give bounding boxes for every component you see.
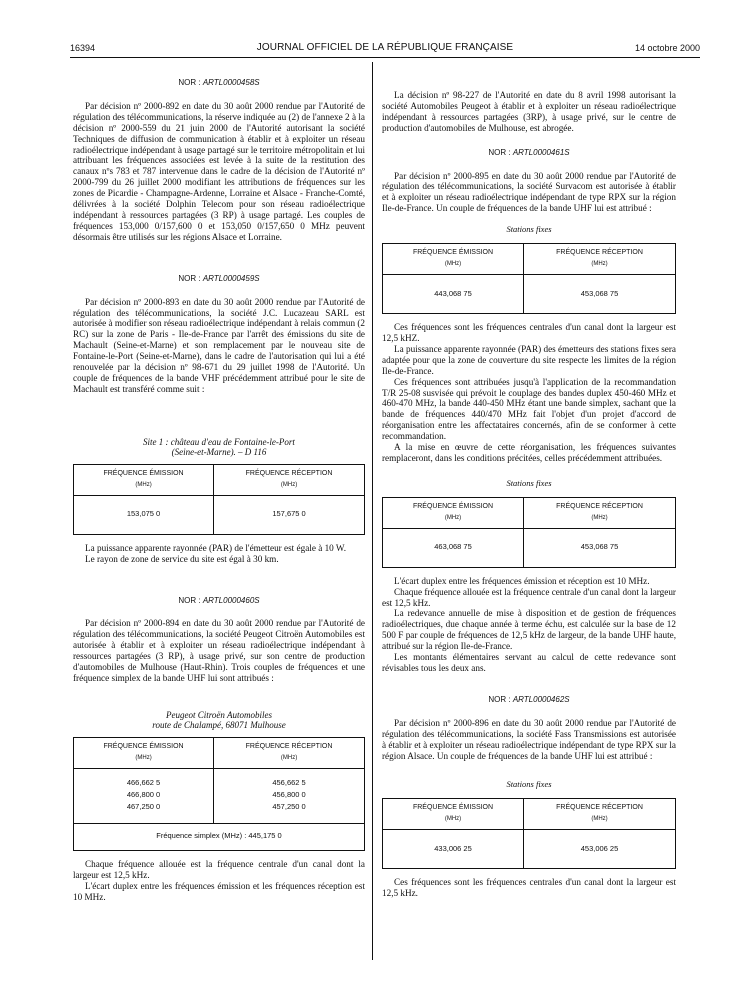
- right-column: [382, 64, 676, 899]
- frequency-table: [382, 243, 676, 314]
- nor-reference: [382, 695, 676, 706]
- reception-value: 453,006 25: [524, 830, 676, 869]
- nor-prefix: NOR :: [488, 694, 511, 704]
- nor-reference: [73, 596, 365, 607]
- column-header-emission: FRÉQUENCE ÉMISSION (MHz): [74, 464, 214, 495]
- paragraph: La puissance apparente rayonnée (PAR) de l'émetteur est égale à 10 W.: [85, 542, 347, 553]
- site-caption-line: Site 1 : château d'eau de Fontaine-le-Port: [143, 436, 295, 447]
- publication-date: 14 octobre 2000: [634, 43, 700, 53]
- paragraph: Chaque fréquence allouée est la fréquence centrale d'un canal dont la largeur est 12,5 kHz.: [73, 858, 365, 880]
- journal-title: JOURNAL OFFICIEL DE LA RÉPUBLIQUE FRANÇAISE: [256, 42, 514, 53]
- emission-values: [74, 768, 214, 823]
- decision-paragraph: Par décision nº 2000-893 en date du 30 août 2000 rendue par l'Autorité de régulation des télécommunications, la société J.C. Lucazeau SARL est autorisée à modifier son réseau radioélectrique indépendant à relais commun (2 RC) sur la zone de Paris - Ile-de-France par l'arrêt des émissions du site de Machault (Seine-et-Marne) et son remplacement par le nouveau site de Fontaine-le-Port (Seine-et-Marne), dans le cadre de l'autorisation qui lui a été renouvelée par la décision nº 98-671 du 29 juillet 1998 de l'Autorité. Un couple de fréquences de la bande VHF précédemment attribué pour le site de Machault est transféré comme suit :: [73, 296, 365, 394]
- emission-value: 466,800 0: [126, 789, 161, 799]
- emission-value: 433,006 25: [383, 830, 524, 869]
- paragraph: La décision nº 98-227 de l'Autorité en date du 8 avril 1998 autorisant la société Automobiles Peugeot à établir et à exploiter un réseau radioélectrique indépendant à ressources partagées (3RP), à usage privé, sur le centre de production d'automobiles de Mulhouse, est abrogée.: [382, 90, 676, 133]
- column-header-reception: FRÉQUENCE RÉCEPTION (MHz): [524, 799, 676, 830]
- nor-code: ARTL0000462S: [512, 694, 570, 704]
- reception-values: [214, 768, 365, 823]
- decision-paragraph: Par décision nº 2000-894 en date du 30 août 2000 rendue par l'Autorité de régulation des télécommunications, la société Peugeot Citroën Automobiles est autorisée à établir et à exploiter un réseau radioélectrique indépendant à ressources partagées (3 RP), à usage privé, sur son centre de production d'automobiles de Mulhouse (Haut-Rhin). Trois couples de fréquences et une fréquence simplex de la bande UHF lui sont attribués :: [73, 618, 365, 683]
- column-header-reception: FRÉQUENCE RÉCEPTION (MHz): [214, 737, 365, 768]
- reception-value: 157,675 0: [214, 495, 365, 534]
- site-caption-line: (Seine-et-Marne). – D 116: [171, 447, 267, 458]
- column-header-emission: FRÉQUENCE ÉMISSION (MHz): [74, 737, 214, 768]
- frequency-table: [73, 464, 365, 535]
- decision-paragraph: Par décision nº 2000-896 en date du 30 août 2000 rendue par l'Autorité de régulation des télécommunications, la société Fass Transmissions est autorisée à établir et à exploiter un réseau radioélectrique indépendant de type RPX sur la région Alsace. Un couple de fréquences de la bande UHF lui est attribué :: [382, 717, 676, 761]
- reception-value: 453,068 75: [524, 528, 676, 567]
- reception-value: 457,250 0: [272, 801, 306, 811]
- nor-code: ARTL0000461S: [512, 147, 570, 157]
- paragraph: L'écart duplex entre les fréquences émission et réception est 10 MHz.: [394, 575, 650, 586]
- paragraph: Chaque fréquence allouée est la fréquence centrale d'un canal dont la largeur est 12,5 kHz.: [382, 586, 676, 608]
- paragraph: Ces fréquences sont attribuées jusqu'à l'application de la recommandation T/R 25-08 susvisée qui prévoit le couplage des bandes duplex 450-460 MHz et 460-470 MHz, la bande 440-450 MHz étant une bande simplex, sachant que la bande de fréquences 440/470 MHz fait l'objet d'un projet d'accord de réorganisation entre les affectataires concernés, afin de se conformer à cette recommandation.: [382, 376, 676, 442]
- column-header-reception: FRÉQUENCE RÉCEPTION (MHz): [524, 244, 676, 275]
- column-header-emission: FRÉQUENCE ÉMISSION (MHz): [383, 497, 524, 528]
- column-header-reception: FRÉQUENCE RÉCEPTION (MHz): [524, 497, 676, 528]
- emission-value: 443,068 75: [383, 275, 524, 314]
- nor-code: ARTL0000458S: [202, 78, 260, 87]
- frequency-table: [382, 497, 676, 568]
- nor-reference: [382, 148, 676, 159]
- nor-prefix: NOR :: [178, 78, 201, 87]
- paragraph: L'écart duplex entre les fréquences émission et les fréquences réception est 10 MHz.: [73, 880, 365, 902]
- paragraph: Les montants élémentaires servant au calcul de cette redevance sont révisables tous les deux ans.: [382, 652, 676, 673]
- left-column: [73, 64, 365, 903]
- column-header-reception: FRÉQUENCE RÉCEPTION (MHz): [214, 464, 365, 495]
- paragraph: A la mise en œuvre de cette réorganisation, les fréquences suivantes remplaceront, dans les conditions précitées, celles précédemment attribuées.: [382, 442, 676, 463]
- site-caption-line: Peugeot Citroën Automobiles: [166, 709, 272, 720]
- reception-value: 453,068 75: [524, 275, 676, 314]
- simplex-frequency: Fréquence simplex (MHz) : 445,175 0: [74, 823, 365, 850]
- decision-paragraph: Par décision nº 2000-895 en date du 30 août 2000 rendue par l'Autorité de régulation des télécommunications, la société Survacom est autorisée à établir et à exploiter un réseau radioélectrique indépendant de type RPX sur la région Ile-de-France. Un couple de fréquences de la bande UHF lui est attribué :: [382, 170, 676, 214]
- emission-value: 466,662 5: [126, 777, 161, 787]
- paragraph: Le rayon de zone de service du site est égal à 30 km.: [85, 553, 279, 564]
- emission-value: 463,068 75: [383, 528, 524, 567]
- stations-caption: Stations fixes: [506, 477, 552, 488]
- nor-prefix: NOR :: [178, 595, 201, 605]
- stations-caption: Stations fixes: [506, 224, 552, 235]
- nor-code: ARTL0000460S: [202, 595, 260, 605]
- paragraph: La puissance apparente rayonnée (PAR) des émetteurs des stations fixes sera adaptée pour que la zone de couverture du site respecte les limites de la région Ile-de-France.: [382, 343, 676, 376]
- nor-prefix: NOR :: [488, 147, 511, 157]
- nor-reference: [73, 78, 365, 89]
- emission-value: 467,250 0: [126, 801, 161, 811]
- nor-code: ARTL0000459S: [202, 273, 260, 283]
- column-header-emission: FRÉQUENCE ÉMISSION (MHz): [383, 244, 524, 275]
- site-caption-line: route de Chalampé, 68071 Mulhouse: [152, 720, 286, 731]
- frequency-table: [73, 737, 365, 851]
- page-number: 16394: [70, 43, 96, 53]
- decision-paragraph: Par décision nº 2000-892 en date du 30 août 2000 rendue par l'Autorité de régulation des télécommunications, la réserve indiquée au (2) de l'annexe 2 à la décision nº 2000-559 du 21 juin 2000 de l'Autorité autorisant la société Techniques de diffusion de communication à établir et à exploiter un réseau radioélectrique indépendant à usage partagé sur le territoire métropolitain et lui attribuant les fréquences associées est levée à la suite de la restitution des canaux nºs 783 et 787 intervenue dans le cadre de la décision de l'Autorité nº 2000-799 du 26 juillet 2000 modifiant les attributions de fréquences sur les zones de Picardie - Champagne-Ardenne, Lorraine et Alsace - Franche-Comté, délivrées à la société Dolphin Telecom pour son réseau radioélectrique indépendant à ressources partagées (3 RP) à usage partagé. Les couples de fréquences 153,000 0/157,600 0 et 153,050 0/157,650 0 MHz peuvent désormais être utilisés sur les régions Alsace et Lorraine.: [73, 100, 365, 242]
- paragraph: Ces fréquences sont les fréquences centrales d'un canal dont la largeur est 12,5 kHz.: [382, 877, 676, 899]
- page-header: [70, 40, 700, 56]
- frequency-table: [382, 798, 676, 869]
- column-header-emission: FRÉQUENCE ÉMISSION (MHz): [383, 799, 524, 830]
- stations-caption: Stations fixes: [506, 779, 552, 790]
- column-divider: [372, 62, 373, 960]
- emission-value: 153,075 0: [74, 495, 214, 534]
- paragraph: La redevance annuelle de mise à disposition et de gestion de fréquences radioélectriques, due chaque année à terme échu, est calculée sur la base de 12 500 F par couple de fréquences de 12,5 kHz de largeur, de la bande UHF haute, attribué sur la région Ile-de-France.: [382, 608, 676, 652]
- site-caption: [73, 710, 365, 731]
- nor-reference: [73, 274, 365, 285]
- nor-prefix: NOR :: [178, 273, 201, 283]
- paragraph: Ces fréquences sont les fréquences centrales d'un canal dont la largeur est 12,5 kHZ.: [382, 322, 676, 343]
- site-caption: [73, 437, 365, 458]
- reception-value: 456,662 5: [272, 777, 306, 787]
- reception-value: 456,800 0: [272, 789, 306, 799]
- header-rule: [70, 57, 700, 58]
